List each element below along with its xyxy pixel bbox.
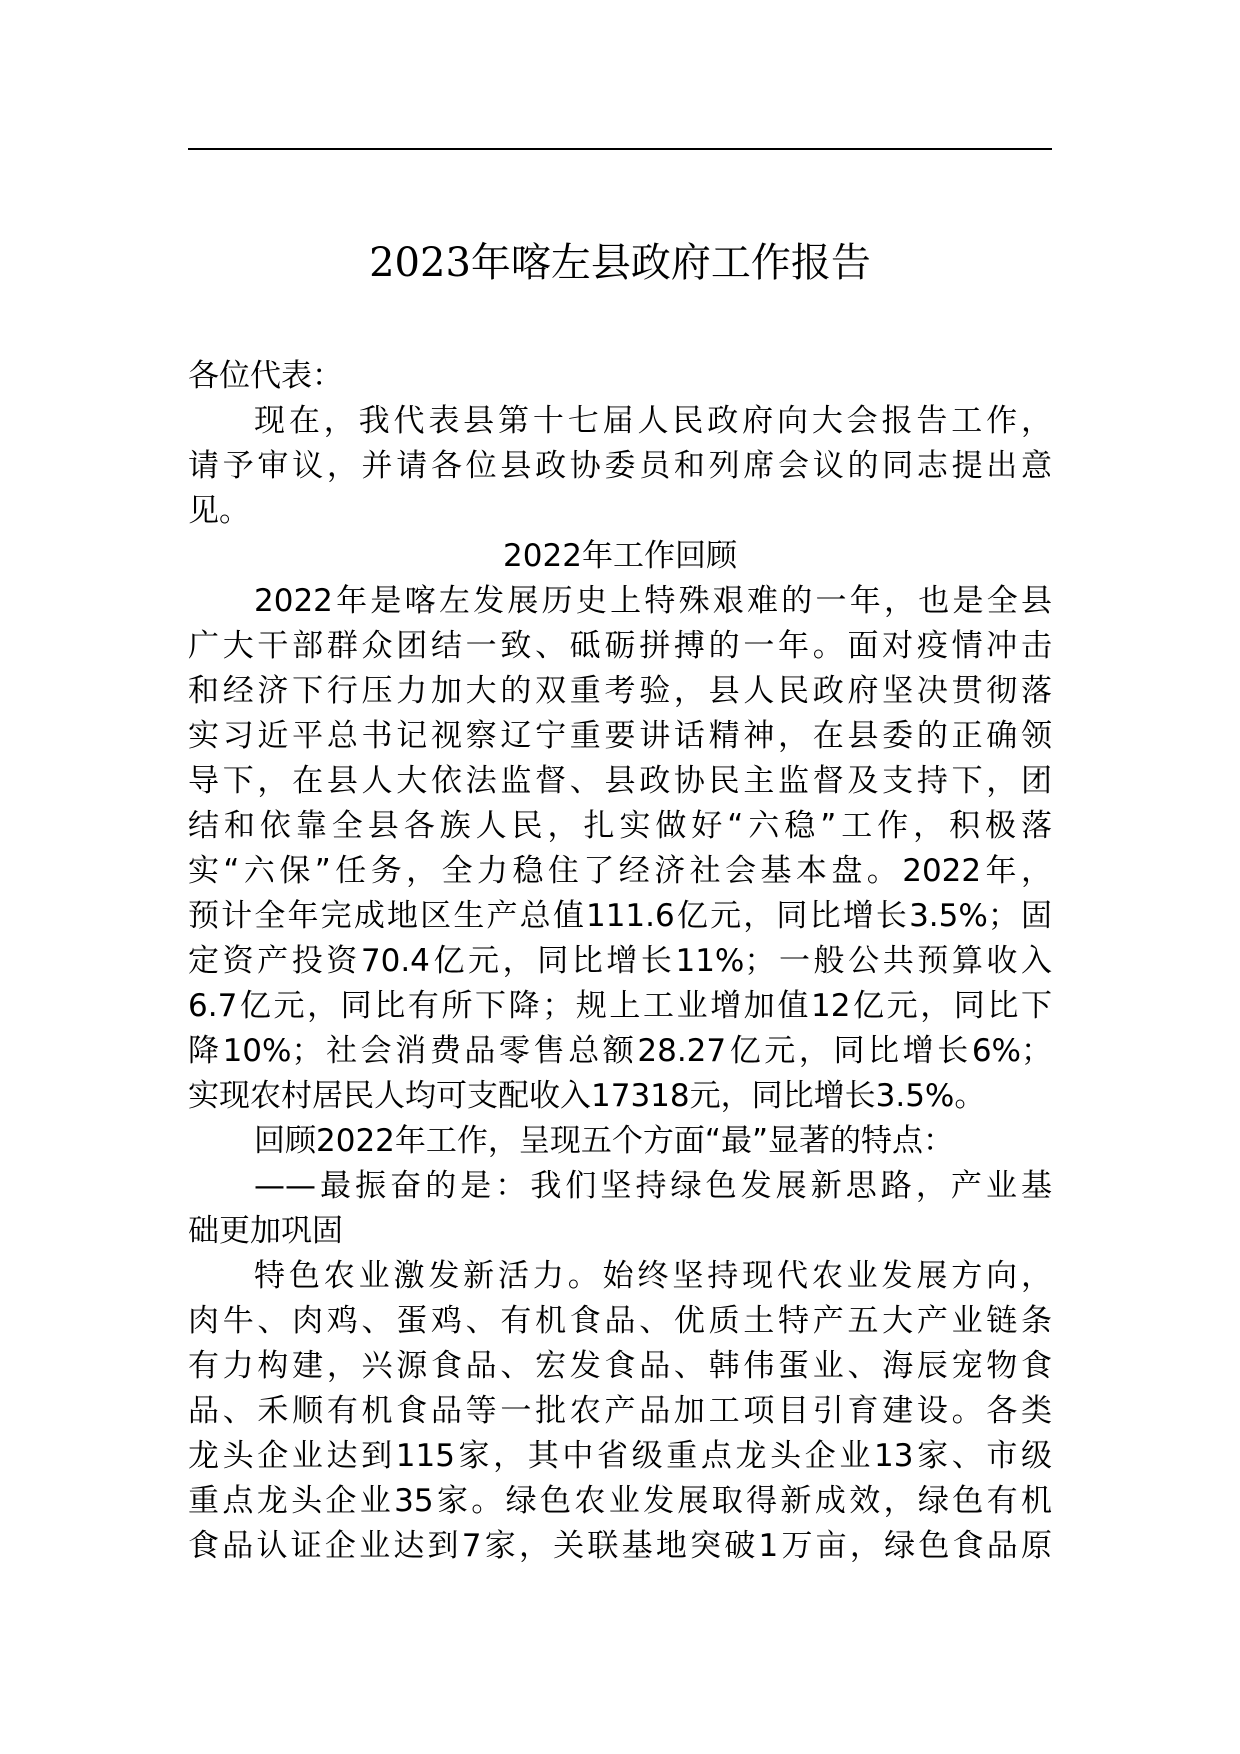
body-line: 回顾2022年工作，呈现五个方面“最”显著的特点：: [254, 1123, 955, 1159]
section-heading: 2022年工作回顾: [503, 538, 737, 574]
body-line: 实习近平总书记视察辽宁重要讲话精神，在县委的正确领: [188, 718, 1052, 754]
body-line: 础更加巩固: [188, 1213, 343, 1249]
body-line: 实现农村居民人均可支配收入17318元，同比增长3.5%。: [188, 1078, 986, 1114]
body-line: 见。: [188, 493, 250, 529]
header-rule: [188, 148, 1052, 150]
body-line: 和经济下行压力加大的双重考验，县人民政府坚决贯彻落: [188, 673, 1052, 709]
body-line: 有力构建，兴源食品、宏发食品、韩伟蛋业、海辰宠物食: [188, 1348, 1052, 1384]
body-line: 降10%；社会消费品零售总额28.27亿元，同比增长6%；: [188, 1033, 1052, 1069]
body-line: 品、禾顺有机食品等一批农产品加工项目引育建设。各类: [188, 1393, 1052, 1429]
body-line: 广大干部群众团结一致、砥砺拼搏的一年。面对疫情冲击: [188, 628, 1052, 664]
document-body: [188, 354, 1052, 1569]
body-line: 各位代表：: [188, 358, 343, 394]
body-line: 2022年是喀左发展历史上特殊艰难的一年，也是全县: [254, 583, 1052, 619]
body-line: 定资产投资70.4亿元，同比增长11%；一般公共预算收入: [188, 943, 1052, 979]
body-line: ——最振奋的是：我们坚持绿色发展新思路，产业基: [254, 1168, 1052, 1204]
body-line: 龙头企业达到115家，其中省级重点龙头企业13家、市级: [188, 1438, 1052, 1474]
body-line: 重点龙头企业35家。绿色农业发展取得新成效，绿色有机: [188, 1483, 1052, 1519]
body-line: 现在，我代表县第十七届人民政府向大会报告工作，: [254, 403, 1052, 439]
document-title: 2023年喀左县政府工作报告: [369, 240, 871, 286]
body-line: 导下，在县人大依法监督、县政协民主监督及支持下，团: [188, 763, 1052, 799]
body-line: 6.7亿元，同比有所下降；规上工业增加值12亿元，同比下: [188, 988, 1052, 1024]
body-line: 结和依靠全县各族人民，扎实做好“六稳”工作，积极落: [188, 808, 1052, 844]
body-line: 实“六保”任务，全力稳住了经济社会基本盘。2022年，: [188, 853, 1052, 889]
body-line: 请予审议，并请各位县政协委员和列席会议的同志提出意: [188, 448, 1052, 484]
body-line: 肉牛、肉鸡、蛋鸡、有机食品、优质土特产五大产业链条: [188, 1303, 1052, 1339]
body-line: 食品认证企业达到7家，关联基地突破1万亩，绿色食品原: [188, 1528, 1052, 1564]
body-line: 预计全年完成地区生产总值111.6亿元，同比增长3.5%；固: [188, 898, 1052, 934]
body-line: 特色农业激发新活力。始终坚持现代农业发展方向，: [254, 1258, 1052, 1294]
